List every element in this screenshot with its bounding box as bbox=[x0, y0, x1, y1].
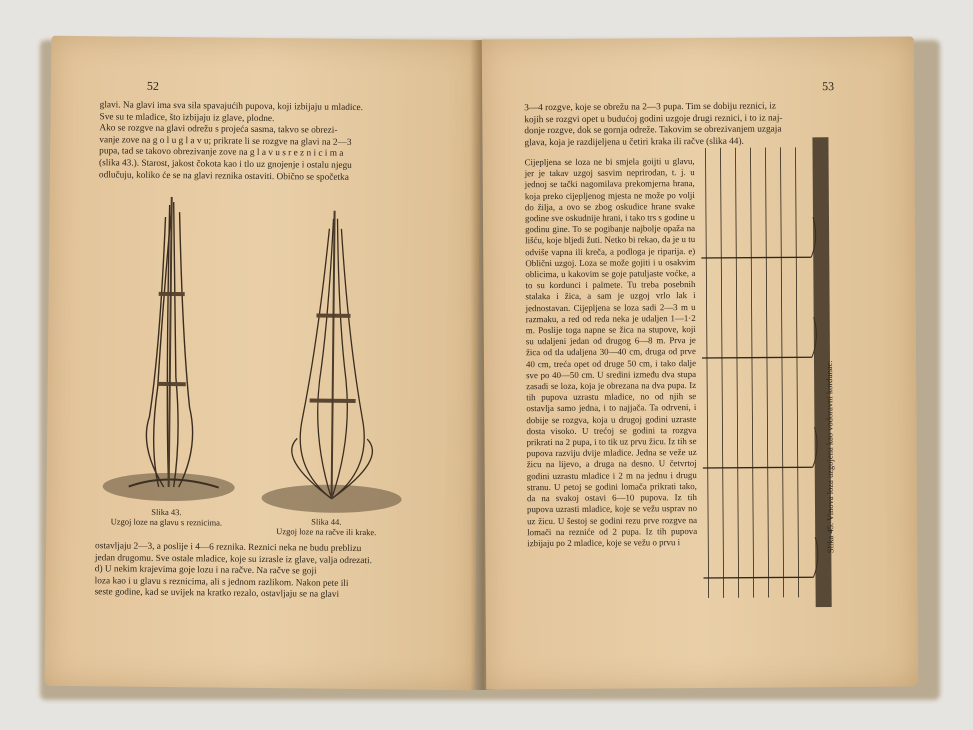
page-number-right: 53 bbox=[822, 79, 835, 94]
right-text-top: 3—4 rozgve, koje se obrežu na 2—3 pupa. Tim se dobiju reznici, iz kojih se rozgvi opet u budućoj godini uzgoje drugi reznici, i to iz naj- donje rozgve, dok se gornja odreže. Takovim se obrezivanjem uzgaja glava, koja je razdijeljena u četiri kraka ili račve (slika 44). bbox=[524, 101, 783, 149]
left-page bbox=[45, 36, 482, 690]
caption-figure-45: Slika 45. Vinova loza uzgojena kao vodoravni kordunac. bbox=[823, 360, 836, 554]
figure-44-vine-on-forks bbox=[256, 198, 409, 520]
left-text-bottom: ostavljaju 2—3, a poslije i 4—6 reznika. Reznici neka ne budu preblizu jedan drugomu. Sve ostale mladice, koje su izrasle iz glave, valja odrezati. d) U nekim krajevima goje lozu i na račve. Na račve se goji loza kao i u glavu s reznicima, ali s jednom razlikom. Nakon pete ili seste godine, kad se uvijek na kratko rezalo, ostavljaju se na glavi bbox=[94, 541, 372, 601]
right-page bbox=[482, 36, 919, 689]
figure-43-vine-on-head bbox=[98, 186, 241, 507]
page-number-left: 52 bbox=[146, 78, 159, 93]
right-text-column: Cijepljena se loza ne bi smjela goijti u glavu, jer je takav uzgoj sasvim neprirodan, t. j. u jednoj se tački nagomilava prekomjerna hrana, koja preko cijepljenog mjesta ne može po volji do žilja, a ovo se zbog oskudice hrane svake godine sve oskudnije hrani, i tako trs s godine u godinu gine. To se pogibanje najbolje opaža na lišću, koje bljedi žuti. Netko bi rekao, da je u tu odviše vapna ili kreča, a podloga je riparija. e) Oblični uzgoj. Loza se može gojiti i u osakvim oblicima, u kakovim se goje patuljaste voćke, a to su kordunci i palmete. Tu treba posebnih stalaka i žica, a sam je uzgoj vrlo lak i jednostavan. Cijepljena se loza sadi 2—3 m u razmaku, a red od reda neka je udaljen 1—1·2 m. Poslije toga napne se žica na stupove, koji su udaljeni jedan od drugog 6—8 m. Prva je žica od tla udaljena 30—40 cm, druga od prve 40 cm, treća opet od druge 50 cm, i tako dalje sve po 40—50 cm. U sredini između dva stupa zasadi se loza, koja je obrezana na dva pupa. Iz tih pupova uzrastu mladice, no od njih se ostavlja samo jedna, i to najjača. Ta odrveni, i dobije se rozgva, koja u drugoj godini uzraste dosta visoko. U trećoj se godini ta rozgva prikrati na 2 pupa, i to tik uz prvu žicu. Iz tih se pupova razviju dvije mladice. Jedna se veže uz žicu na lijevo, a druga na desno. U četvrtoj godini uzrastu mladice i 2 m na jednu i drugu stranu. U petoj se godini lomača prikrati tako, da na svakoj ostavi 6—10 pupova. Iz tih pupova uzrasti mladice, koje se vežu usprav no uz žicu. U šestoj se godini rezu prve rozgve na lomači na rezniće od 2 pupa. Iz tih pupova izbijaju po 2 mladice, koje se vežu o prvu i bbox=[524, 156, 698, 549]
caption-figure-44: Slika 44. Uzgoj loze na račve ili krake. bbox=[276, 516, 377, 538]
left-text-top: glavi. Na glavi ima sva sila spavajućih pupova, koji izbijaju u mladice. Sve su te mladice, što izbijaju iz glave, plodne. Ako se rozgve na glavi odrežu s projeća sasma, takvo se obrezi- vanje zove na g o l u g l a v u; prikrate li se rozgve na glavi na 2—3 pupa, tad se takovo obrezivanje zove na g l a v u s r e z n i c i m a (slika 43.). Starost, jakost čokota kao i tlo uz gnojenje i ostalu njegu odlučuju, koliko će se na glavi reznika ostaviti. Obično se spočetka bbox=[98, 100, 364, 183]
caption-figure-43: Slika 43. Uzgoj loze na glavu s reznicima. bbox=[110, 506, 223, 528]
